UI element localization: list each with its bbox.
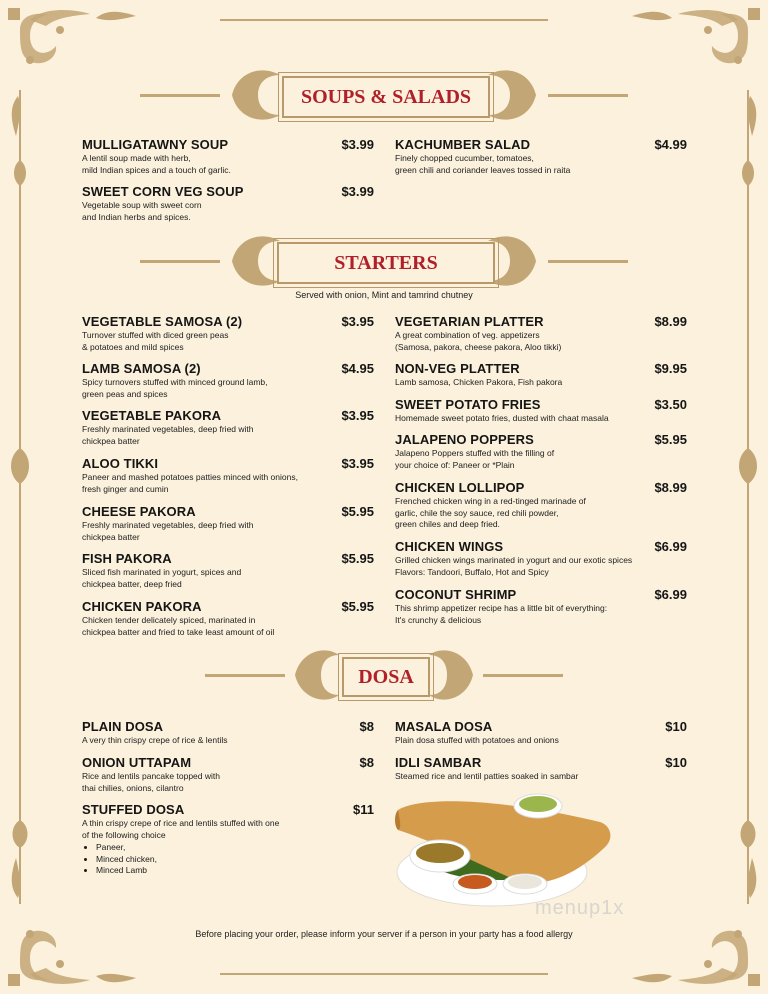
item-description: Plain dosa stuffed with potatoes and onions <box>395 735 559 745</box>
item-name: KACHUMBER SALAD <box>395 137 531 152</box>
item-name: STUFFED DOSA <box>82 802 185 817</box>
item-name: MULLIGATAWNY SOUP <box>82 137 229 152</box>
item-description: Homemade sweet potato fries, dusted with chaat masala <box>395 413 609 423</box>
item-description: A very thin crispy crepe of rice & lentils <box>82 735 228 745</box>
menu-item <box>82 456 374 495</box>
menu-item <box>82 802 374 877</box>
menu-item <box>82 184 374 223</box>
item-description: A great combination of veg. appetizers (Samosa, pakora, cheese pakora, Aloo tikki) <box>395 330 562 352</box>
item-name: JALAPENO POPPERS <box>395 432 534 447</box>
item-name: LAMB SAMOSA (2) <box>82 361 201 376</box>
menu-item <box>82 408 374 447</box>
item-price: $3.99 <box>341 184 374 199</box>
item-description: Steamed rice and lentil patties soaked in sambar <box>395 771 579 781</box>
menu-item <box>82 599 374 638</box>
item-price: $4.95 <box>341 361 374 376</box>
item-price: $5.95 <box>341 551 374 566</box>
item-price: $8 <box>359 719 374 734</box>
item-description: This shrimp appetizer recipe has a little bit of everything: It's crunchy & delicious <box>395 603 608 625</box>
menu-item <box>395 137 687 176</box>
item-price: $5.95 <box>654 432 687 447</box>
section-title-starters: STARTERS <box>277 242 495 284</box>
corner-ornament-icon <box>8 8 136 136</box>
item-price: $3.99 <box>341 137 374 152</box>
menu-item <box>395 587 687 626</box>
item-description: Finely chopped cucumber, tomatoes, green chili and coriander leaves tossed in raita <box>395 153 571 175</box>
section-title-dosa: DOSA <box>342 657 430 697</box>
item-name: CHICKEN PAKORA <box>82 599 202 614</box>
item-name: IDLI SAMBAR <box>395 755 482 770</box>
item-price: $5.95 <box>341 599 374 614</box>
option-item: • Minced Lamb <box>96 865 374 877</box>
section-title-soups-salads: SOUPS & SALADS <box>282 76 490 118</box>
item-price: $10 <box>665 719 687 734</box>
item-name: ONION UTTAPAM <box>82 755 192 770</box>
item-price: $11 <box>353 802 374 817</box>
item-description: Vegetable soup with sweet corn and Indian herbs and spices. <box>82 200 202 222</box>
item-description: Spicy turnovers stuffed with minced ground lamb, green peas and spices <box>82 377 268 399</box>
item-price: $10 <box>665 755 687 770</box>
item-description: Paneer and mashed potatoes patties minced with onions, fresh ginger and cumin <box>82 472 298 494</box>
item-name: FISH PAKORA <box>82 551 172 566</box>
item-description: Freshly marinated vegetables, deep fried with chickpea batter <box>82 424 254 446</box>
item-name: MASALA DOSA <box>395 719 493 734</box>
item-name: CHICKEN WINGS <box>395 539 504 554</box>
menu-item <box>82 755 374 794</box>
item-description: Lamb samosa, Chicken Pakora, Fish pakora <box>395 377 563 387</box>
item-price: $4.99 <box>654 137 687 152</box>
menu-item <box>395 361 687 389</box>
item-description: Frenched chicken wing in a red-tinged marinade of garlic, chile the soy sauce, red chili powder, green chiles and deep fried. <box>395 496 586 529</box>
item-price: $8 <box>359 755 374 770</box>
starters-note: Served with onion, Mint and tamrind chutney <box>295 290 473 300</box>
menu-item <box>82 551 374 590</box>
menu-item <box>395 432 687 471</box>
item-description: Turnover stuffed with diced green peas & potatoes and mild spices <box>82 330 229 352</box>
item-name: CHICKEN LOLLIPOP <box>395 480 525 495</box>
item-price: $3.95 <box>341 314 374 329</box>
item-price: $3.50 <box>654 397 687 412</box>
item-name: VEGETABLE SAMOSA (2) <box>82 314 243 329</box>
item-description: Rice and lentils pancake topped with thai chilies, onions, cilantro <box>82 771 220 793</box>
item-description: Freshly marinated vegetables, deep fried with chickpea batter <box>82 520 254 542</box>
item-description: Jalapeno Poppers stuffed with the filling of your choice of: Paneer or *Plain <box>395 448 555 470</box>
menu-item <box>82 137 374 176</box>
item-name: PLAIN DOSA <box>82 719 164 734</box>
menu-item <box>82 719 374 747</box>
item-description: A lentil soup made with herb, mild Indian spices and a touch of garlic. <box>82 153 231 175</box>
menu-item <box>82 361 374 400</box>
item-name: COCONUT SHRIMP <box>395 587 517 602</box>
item-price: $6.99 <box>654 587 687 602</box>
item-description: Chicken tender delicately spiced, marinated in chickpea batter and fried to take least amount of oil <box>82 615 275 637</box>
item-price: $5.95 <box>341 504 374 519</box>
item-description: Sliced fish marinated in yogurt, spices and chickpea batter, deep fried <box>82 567 242 589</box>
option-list <box>82 842 374 877</box>
menu-item <box>395 480 687 531</box>
item-name: NON-VEG PLATTER <box>395 361 520 376</box>
option-item: • Minced chicken, <box>96 854 374 866</box>
menu-item <box>395 719 687 747</box>
item-price: $8.99 <box>654 480 687 495</box>
option-item: • Paneer, <box>96 842 374 854</box>
item-price: $8.99 <box>654 314 687 329</box>
item-name: VEGETARIAN PLATTER <box>395 314 544 329</box>
item-price: $3.95 <box>341 408 374 423</box>
item-description: Grilled chicken wings marinated in yogurt and our exotic spices Flavors: Tandoori, Buffalo, Hot and Spicy <box>395 555 633 577</box>
menu-item <box>395 539 687 578</box>
allergy-note: Before placing your order, please inform your server if a person in your party has a food allergy <box>195 929 573 939</box>
menu-item <box>82 314 374 353</box>
item-price: $3.95 <box>341 456 374 471</box>
menu-item <box>82 504 374 543</box>
item-name: CHEESE PAKORA <box>82 504 196 519</box>
dosa-plate-image <box>395 794 610 906</box>
menu-item <box>395 314 687 353</box>
item-price: $9.95 <box>654 361 687 376</box>
item-name: VEGETABLE PAKORA <box>82 408 222 423</box>
menu-item <box>395 755 687 783</box>
item-description: A thin crispy crepe of rice and lentils stuffed with one of the following choice <box>82 818 280 840</box>
menu-item <box>395 397 687 425</box>
item-name: SWEET CORN VEG SOUP <box>82 184 244 199</box>
item-name: ALOO TIKKI <box>82 456 159 471</box>
watermark: menup1x <box>535 897 625 919</box>
item-name: SWEET POTATO FRIES <box>395 397 541 412</box>
item-price: $6.99 <box>654 539 687 554</box>
